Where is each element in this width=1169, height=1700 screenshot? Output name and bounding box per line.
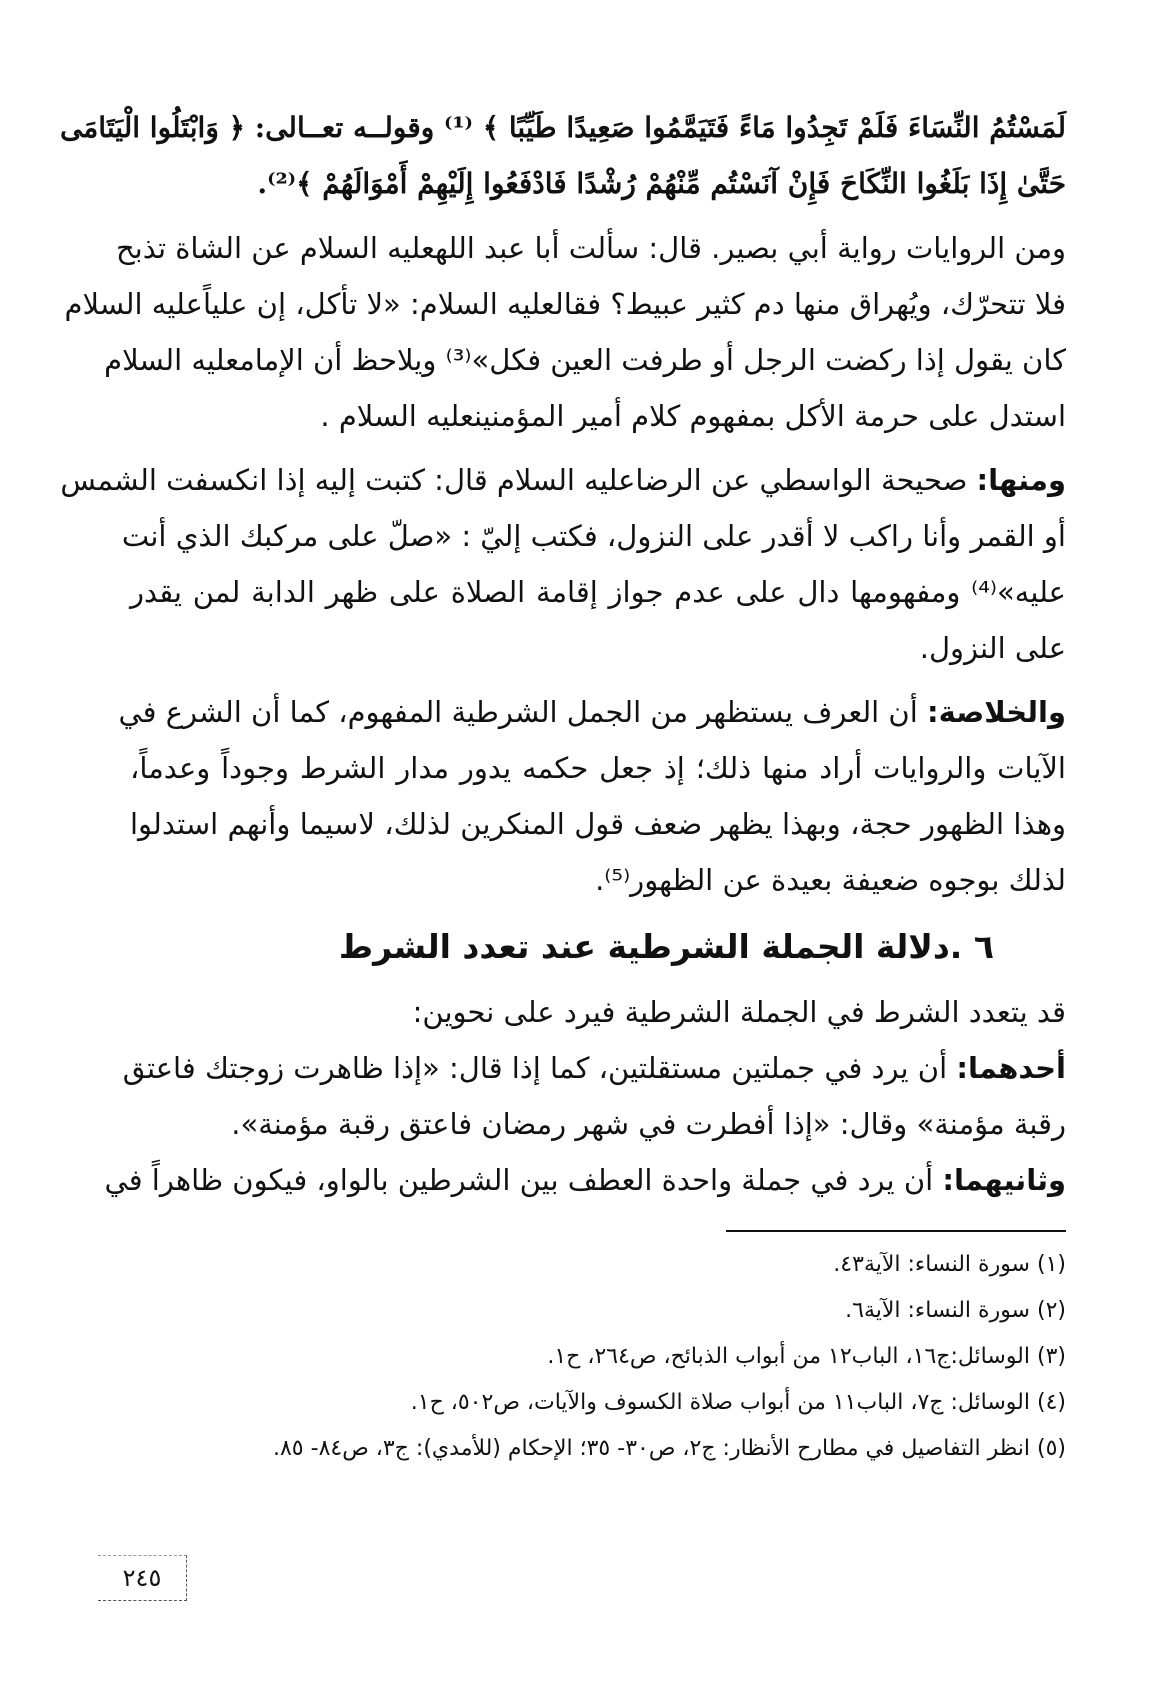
text-line: رقبة مؤمنة» وقال: «إذا أفطرت في شهر رمضان فاعتق رقبة مؤمنة».: [231, 1107, 1066, 1141]
lead-word: ومنها:: [976, 463, 1066, 497]
verse-line: لَمَسْتُمُ النِّسَاءَ فَلَمْ تَجِدُوا مَاءً فَتَيَمَّمُوا صَعِيدًا طَيِّبًا ﴾ ⁽¹⁾ وقولــه تعــالى: ﴿ وَابْتَلُوا الْيَتَامَى: [59, 111, 1066, 144]
footnote: (٣) الوسائل:ج١٦، الباب١٢ من أبواب الذبائح، ص٢٦٤، ح١.: [547, 1344, 1066, 1369]
footnote-divider: [726, 1230, 1066, 1232]
text-line: لذلك بوجوه ضعيفة بعيدة عن الظهور⁽⁵⁾.: [595, 863, 1066, 897]
paragraph-wasiti: [60, 452, 1066, 676]
section-heading: ٦ .دلالة الجملة الشرطية عند تعدد الشرط: [338, 927, 994, 966]
verse-line: حَتَّىٰ إِذَا بَلَغُوا النِّكَاحَ فَإِنْ آنَسْتُم مِّنْهُمْ رُشْدًا فَادْفَعُوا إِلَيْهِمْ أَمْوَالَهُمْ ﴾⁽²⁾.: [257, 167, 1066, 200]
footnote: (١) سورة النساء: الآية٤٣.: [833, 1252, 1066, 1277]
text-line: على النزول.: [919, 631, 1066, 665]
paragraph-intro: [130, 984, 1066, 1040]
paragraph-abu-basir: [64, 220, 1066, 444]
text-line: عليه»⁽⁴⁾ ومفهومها دال على عدم جواز إقامة الصلاة على ظهر الدابة لمن يقدر: [130, 575, 1066, 609]
text-line: كان يقول إذا ركضت الرجل أو طرفت العين فكل»⁽³⁾ ويلاحظ أن الإمامعليه السلام: [104, 343, 1066, 377]
text-line: أو القمر وأنا راكب لا أقدر على النزول، فكتب إليّ : «صلّ على مركبك الذي أنت: [121, 519, 1066, 553]
footnote: (٢) سورة النساء: الآية٦.: [845, 1298, 1066, 1323]
text-line: وثانيهما: أن يرد في جملة واحدة العطف بين الشرطين بالواو، فيكون ظاهراً في: [104, 1163, 1066, 1197]
text-line: استدل على حرمة الأكل بمفهوم كلام أمير المؤمنينعليه السلام .: [320, 399, 1066, 433]
text-line: والخلاصة: أن العرف يستظهر من الجمل الشرطية المفهوم، كما أن الشرع في: [118, 695, 1066, 729]
text-line: ومن الروايات رواية أبي بصير. قال: سألت أبا عبد اللهعليه السلام عن الشاة تذبح: [115, 231, 1066, 265]
footnote: (٥) انظر التفاصيل في مطارح الأنظار: ج٢، ص٣٠- ٣٥؛ الإحكام (للأمدي): ج٣، ص٨٤- ٨٥.: [272, 1436, 1066, 1461]
text-line: الآيات والروايات أراد منها ذلك؛ إذ جعل حكمه يدور مدار الشرط وجوداً وعدماً،: [130, 751, 1066, 785]
text-line: وهذا الظهور حجة، وبهذا يظهر ضعف قول المنكرين لذلك، لاسيما وأنهم استدلوا: [130, 807, 1066, 841]
footnote: (٤) الوسائل: ج٧، الباب١١ من أبواب صلاة الكسوف والآيات، ص٥٠٢، ح١.: [410, 1390, 1066, 1415]
page-body: [59, 100, 1066, 1472]
paragraph-summary: [118, 684, 1066, 908]
paragraph-second-way: [104, 1152, 1066, 1208]
text-line: ومنها: صحيحة الواسطي عن الرضاعليه السلام قال: كتبت إليه إذا انكسفت الشمس: [60, 463, 1066, 497]
lead-word: والخلاصة:: [927, 695, 1066, 729]
paragraph-first-way: [122, 1040, 1066, 1152]
text-line: قد يتعدد الشرط في الجملة الشرطية فيرد على نحوين:: [412, 995, 1066, 1029]
footnotes: [130, 1242, 1066, 1472]
lead-word: أحدهما:: [956, 1051, 1066, 1085]
lead-word: وثانيهما:: [942, 1163, 1066, 1197]
page-number: ٢٤٥: [98, 1555, 187, 1601]
text-line: أحدهما: أن يرد في جملتين مستقلتين، كما إذا قال: «إذا ظاهرت زوجتك فاعتق: [122, 1051, 1066, 1085]
text-line: فلا تتحرّك، ويُهراق منها دم كثير عبيط؟ فقالعليه السلام: «لا تأكل، إن علياًعليه السلام: [64, 287, 1066, 321]
